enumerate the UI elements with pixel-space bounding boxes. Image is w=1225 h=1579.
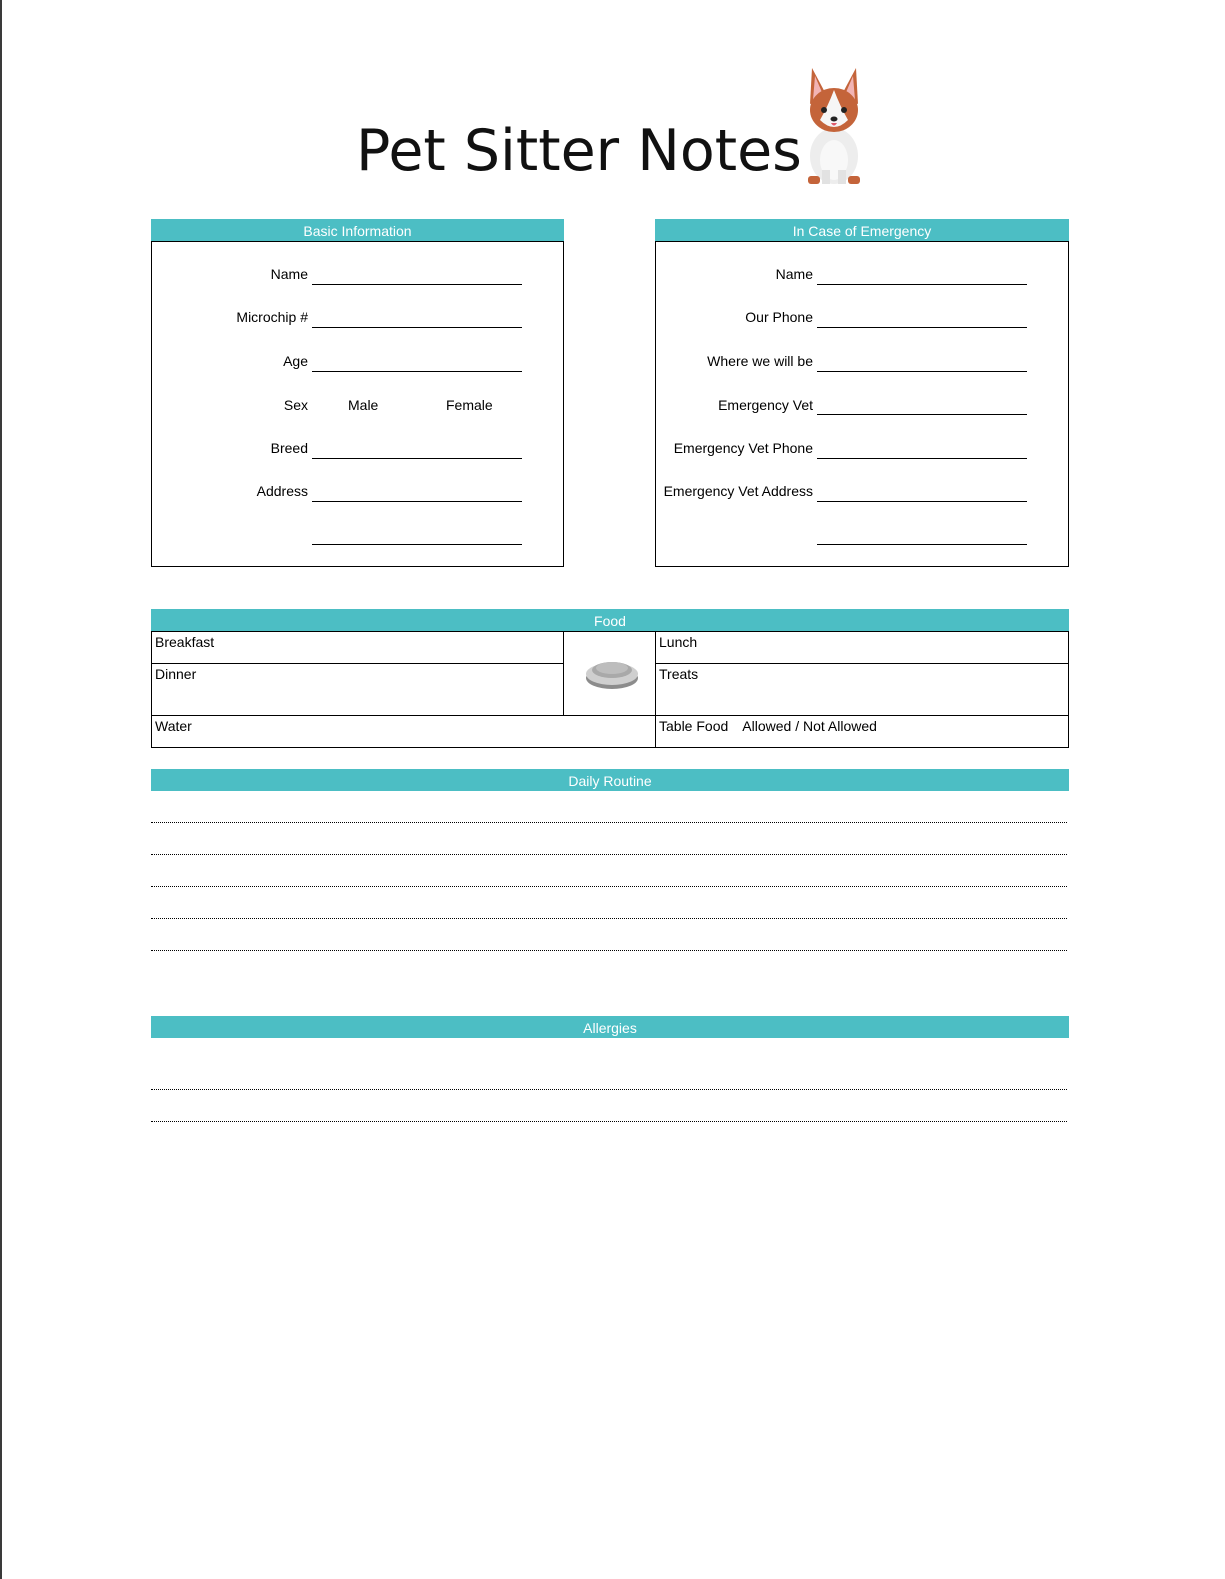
- microchip-line[interactable]: [312, 327, 522, 328]
- page-title: Pet Sitter Notes: [356, 118, 802, 184]
- our-phone-label: Our Phone: [745, 309, 813, 325]
- emergency-name-label: Name: [775, 266, 813, 282]
- bowl-icon: [584, 652, 640, 692]
- breakfast-label: Breakfast: [155, 634, 215, 650]
- water-label: Water: [155, 718, 192, 734]
- address-line-1[interactable]: [312, 501, 522, 502]
- routine-line-2[interactable]: [151, 854, 1067, 855]
- microchip-label: Microchip #: [236, 309, 308, 325]
- emergency-name-line[interactable]: [817, 284, 1027, 285]
- dinner-cell[interactable]: [151, 663, 564, 716]
- water-cell[interactable]: [151, 715, 656, 748]
- treats-label: Treats: [659, 666, 699, 682]
- allergies-line-1[interactable]: [151, 1089, 1067, 1090]
- our-phone-line[interactable]: [817, 327, 1027, 328]
- sex-option-male[interactable]: Male: [348, 397, 379, 413]
- emergency-vet-label: Emergency Vet: [718, 397, 813, 413]
- page-edge: [0, 0, 2, 1579]
- sex-option-female[interactable]: Female: [446, 397, 493, 413]
- routine-line-1[interactable]: [151, 822, 1067, 823]
- allergies-line-2[interactable]: [151, 1121, 1067, 1122]
- dinner-label: Dinner: [155, 666, 197, 682]
- age-line[interactable]: [312, 371, 522, 372]
- basic-name-line[interactable]: [312, 284, 522, 285]
- treats-cell[interactable]: [655, 663, 1069, 716]
- routine-line-3[interactable]: [151, 886, 1067, 887]
- emergency-vet-address-label: Emergency Vet Address: [663, 483, 813, 499]
- routine-line-4[interactable]: [151, 918, 1067, 919]
- bowl-cell: [563, 631, 656, 716]
- where-we-will-be-line[interactable]: [817, 371, 1027, 372]
- table-food-cell[interactable]: [655, 715, 1069, 748]
- emergency-vet-address-line-1[interactable]: [817, 501, 1027, 502]
- food-header: Food: [151, 609, 1069, 631]
- sex-label: Sex: [283, 397, 308, 413]
- breed-line[interactable]: [312, 458, 522, 459]
- basic-name-label: Name: [270, 266, 308, 282]
- address-label: Address: [256, 483, 308, 499]
- table-food-options[interactable]: Allowed / Not Allowed: [742, 718, 877, 734]
- dog-icon: [800, 64, 868, 188]
- basic-info-header: Basic Information: [151, 219, 564, 241]
- allergies-header: Allergies: [151, 1016, 1069, 1038]
- where-we-will-be-label: Where we will be: [707, 353, 813, 369]
- lunch-label: Lunch: [659, 634, 698, 650]
- food-table: [151, 631, 1069, 748]
- lunch-cell[interactable]: [655, 631, 1069, 664]
- emergency-vet-address-line-2[interactable]: [817, 544, 1027, 545]
- address-line-2[interactable]: [312, 544, 522, 545]
- emergency-vet-line[interactable]: [817, 414, 1027, 415]
- emergency-header: In Case of Emergency: [655, 219, 1069, 241]
- table-food-label: Table Food: [659, 718, 729, 734]
- emergency-vet-phone-line[interactable]: [817, 458, 1027, 459]
- routine-line-5[interactable]: [151, 950, 1067, 951]
- breakfast-cell[interactable]: [151, 631, 564, 664]
- emergency-vet-phone-label: Emergency Vet Phone: [673, 440, 813, 456]
- breed-label: Breed: [270, 440, 308, 456]
- daily-routine-header: Daily Routine: [151, 769, 1069, 791]
- age-label: Age: [283, 353, 308, 369]
